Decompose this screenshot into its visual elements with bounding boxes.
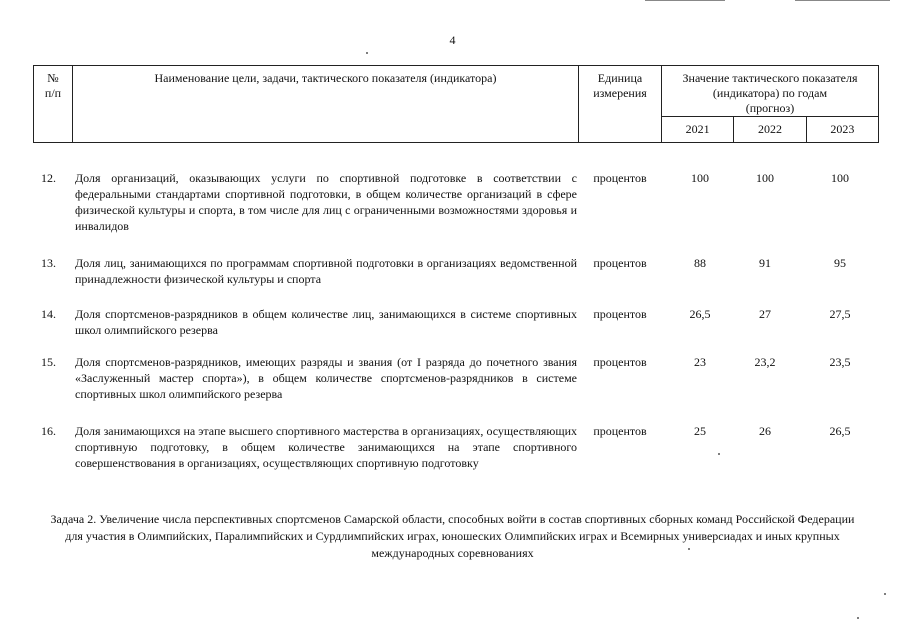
row-value: 26 <box>759 424 771 438</box>
page-number: 4 <box>449 33 456 47</box>
row-value: 23,5 <box>829 355 851 369</box>
row-value: 26,5 <box>829 424 851 438</box>
scan-speck <box>688 548 690 550</box>
scan-speck <box>718 453 720 455</box>
header-year: 2021 <box>662 117 734 143</box>
row-number: 13. <box>41 256 56 270</box>
scan-speck <box>366 52 368 54</box>
row-unit: процентов <box>593 355 647 369</box>
row-value: 23,2 <box>754 355 776 369</box>
header-name: Наименование цели, задачи, тактического показателя (индикатора) <box>73 66 579 143</box>
row-value: 26,5 <box>689 307 711 321</box>
row-value: 27,5 <box>829 307 851 321</box>
header-year: 2023 <box>806 117 878 143</box>
scan-speck <box>857 617 859 619</box>
row-number: 15. <box>41 355 56 369</box>
scan-speck <box>884 593 886 595</box>
row-value: 27 <box>759 307 771 321</box>
row-value: 91 <box>759 256 771 270</box>
row-number: 14. <box>41 307 56 321</box>
header-number: № п/п <box>34 66 73 143</box>
row-number: 16. <box>41 424 56 438</box>
row-value: 25 <box>694 424 706 438</box>
scan-edge-line <box>795 0 890 1</box>
header-values: Значение тактического показателя (индикатора) по годам (прогноз) <box>662 66 879 117</box>
row-unit: процентов <box>593 256 647 270</box>
scan-edge-line <box>645 0 725 1</box>
row-number: 12. <box>41 171 56 185</box>
row-name: Доля лиц, занимающихся по программам спортивной подготовки в организациях ведомственной принадлежности физической культуры и спорта <box>75 256 577 286</box>
row-name: Доля спортсменов-разрядников в общем количестве лиц, занимающихся в системе спортивных школ олимпийского резерва <box>75 307 577 337</box>
row-value: 88 <box>694 256 706 270</box>
header-unit: Единица измерения <box>579 66 662 143</box>
task-heading: Задача 2. Увеличение числа перспективных спортсменов Самарской области, способных войти в состав спортивных сборных команд Российской Федерации для участия в Олимпийских, Паралимпийских и Сурдлимпийских играх, юношеских Олимпийских играх и Всемирных универсиадах и иных крупных международных соревнованиях <box>50 512 855 560</box>
row-value: 23 <box>694 355 706 369</box>
row-name: Доля организаций, оказывающих услуги по спортивной подготовке в соответствии с федеральными стандартами спортивной подготовки, в общем количестве организаций в сфере физической культуры и спорта, в том числе для лиц с ограниченными возможностями здоровья и инвалидов <box>75 171 577 233</box>
table-header <box>33 65 879 143</box>
row-value: 100 <box>691 171 709 185</box>
row-name: Доля спортсменов-разрядников, имеющих разряды и звания (от I разряда до почетного звания «Заслуженный мастер спорта»), в общем количестве спортсменов-разрядников в системе спортивных школ олимпийского резерва <box>75 355 577 401</box>
row-value: 100 <box>756 171 774 185</box>
row-unit: процентов <box>593 171 647 185</box>
row-unit: процентов <box>593 307 647 321</box>
row-value: 100 <box>831 171 849 185</box>
row-name: Доля занимающихся на этапе высшего спортивного мастерства в организациях, осуществляющих спортивную подготовку, в общем количестве занимающихся на этапе спортивного совершенствования в организациях, осуществляющих спортивную подготовку <box>75 424 577 470</box>
row-value: 95 <box>834 256 846 270</box>
header-year: 2022 <box>734 117 806 143</box>
row-unit: процентов <box>593 424 647 438</box>
